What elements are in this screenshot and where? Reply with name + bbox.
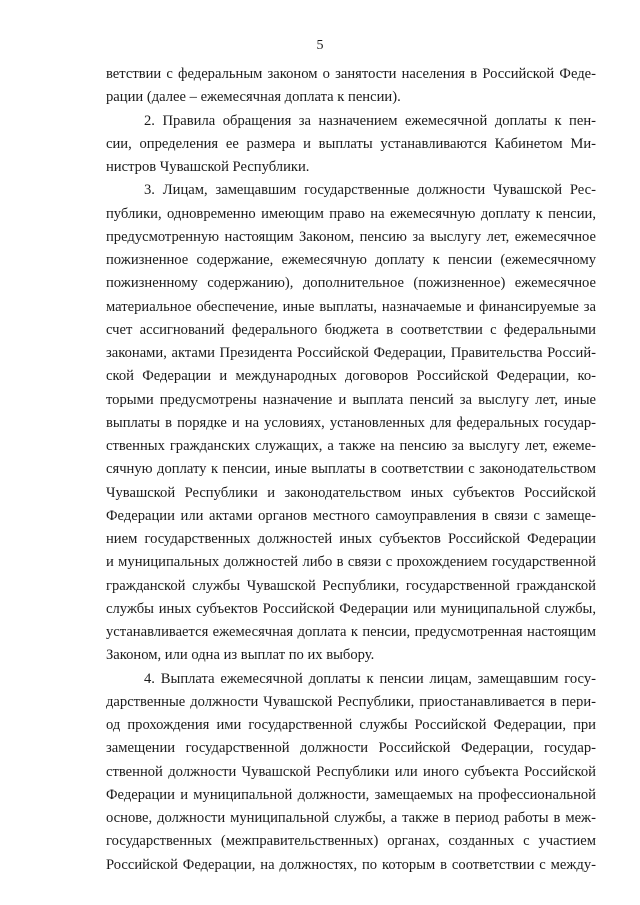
text-line: Законом, или одна из выплат по их выбору. [106,647,375,664]
text-line: основе, должности муниципальной службы, а также в период работы в меж- [106,810,596,826]
document-body [106,63,596,877]
text-line: материальное обеспечение, иные выплаты, назначаемые и финансируемые за [106,298,596,315]
text-line: ственных гражданских служащих, а также на пенсию за выслугу лет, ежеме- [106,438,596,454]
text-line: ской Федерации и международных договоров Российской Федерации, ко- [106,368,596,385]
page-number: 5 [316,38,324,53]
text-line: Федерации или актами органов местного самоуправления в связи с замеще- [106,507,596,524]
text-line: государственных (межправительственных) органах, созданных с участием [106,833,596,850]
text-line: и муниципальных должностей либо в связи с прохождением государственной [106,554,596,571]
text-line: счет ассигнований федерального бюджета в соответствии с федеральными [106,321,596,338]
text-line: рации (далее – ежемесячная доплата к пенсии). [106,89,401,106]
text-line: гражданской службы Чувашской Республики, государственной гражданской [106,577,596,594]
text-line: предусмотренную настоящим Законом, пенсию за выслугу лет, ежемесячное [106,228,596,245]
text-line: сячную доплату к пенсии, иные выплаты в соответствии с законодательством [106,461,596,478]
text-line: нием государственных должностей иных субъектов Российской Федерации [106,531,596,547]
text-line: публики, одновременно имеющим право на ежемесячную доплату к пенсии, [106,205,596,222]
text-line: службы иных субъектов Российской Федерации или муниципальной службы, [106,600,596,617]
text-line: ветствии с федеральным законом о занятости населения в Российской Феде- [106,66,596,82]
text-line: од прохождения ими государственной службы Российской Федерации, при [106,717,596,733]
text-line: торыми предусмотрены назначение и выплата пенсий за выслугу лет, иные [106,391,596,408]
text-line: 4. Выплата ежемесячной доплаты к пенсии лицам, замещавшим госу- [144,670,596,687]
text-line: устанавливается ежемесячная доплата к пенсии, предусмотренная настоящим [106,624,596,640]
text-line: Российской Федерации, на должностях, по которым в соответствии с между- [106,856,596,873]
text-line: сии, определения ее размера и выплаты устанавливаются Кабинетом Ми- [106,135,596,152]
text-line: пожизненному содержанию), дополнительное (пожизненное) ежемесячное [106,275,596,292]
text-line: Федерации и муниципальной должности, замещаемых на профессиональной [106,786,596,803]
text-line: законами, актами Президента Российской Федерации, Правительства Россий- [106,345,596,361]
text-line: пожизненное содержание, ежемесячную доплату к пенсии (ежемесячному [106,252,596,268]
text-line: 2. Правила обращения за назначением ежемесячной доплаты к пен- [144,112,596,129]
text-line: 3. Лицам, замещавшим государственные должности Чувашской Рес- [144,182,596,199]
text-line: замещении государственной должности Российской Федерации, государ- [106,740,596,757]
text-line: ственной должности Чувашской Республики или иного субъекта Российской [106,763,596,780]
text-line: выплаты в порядке и на условиях, установленных для федеральных государ- [106,414,596,431]
text-line: дарственные должности Чувашской Республики, приостанавливается в пери- [106,693,596,710]
text-line: нистров Чувашской Республики. [106,159,310,175]
text-line: Чувашской Республики и законодательством иных субъектов Российской [106,484,596,501]
